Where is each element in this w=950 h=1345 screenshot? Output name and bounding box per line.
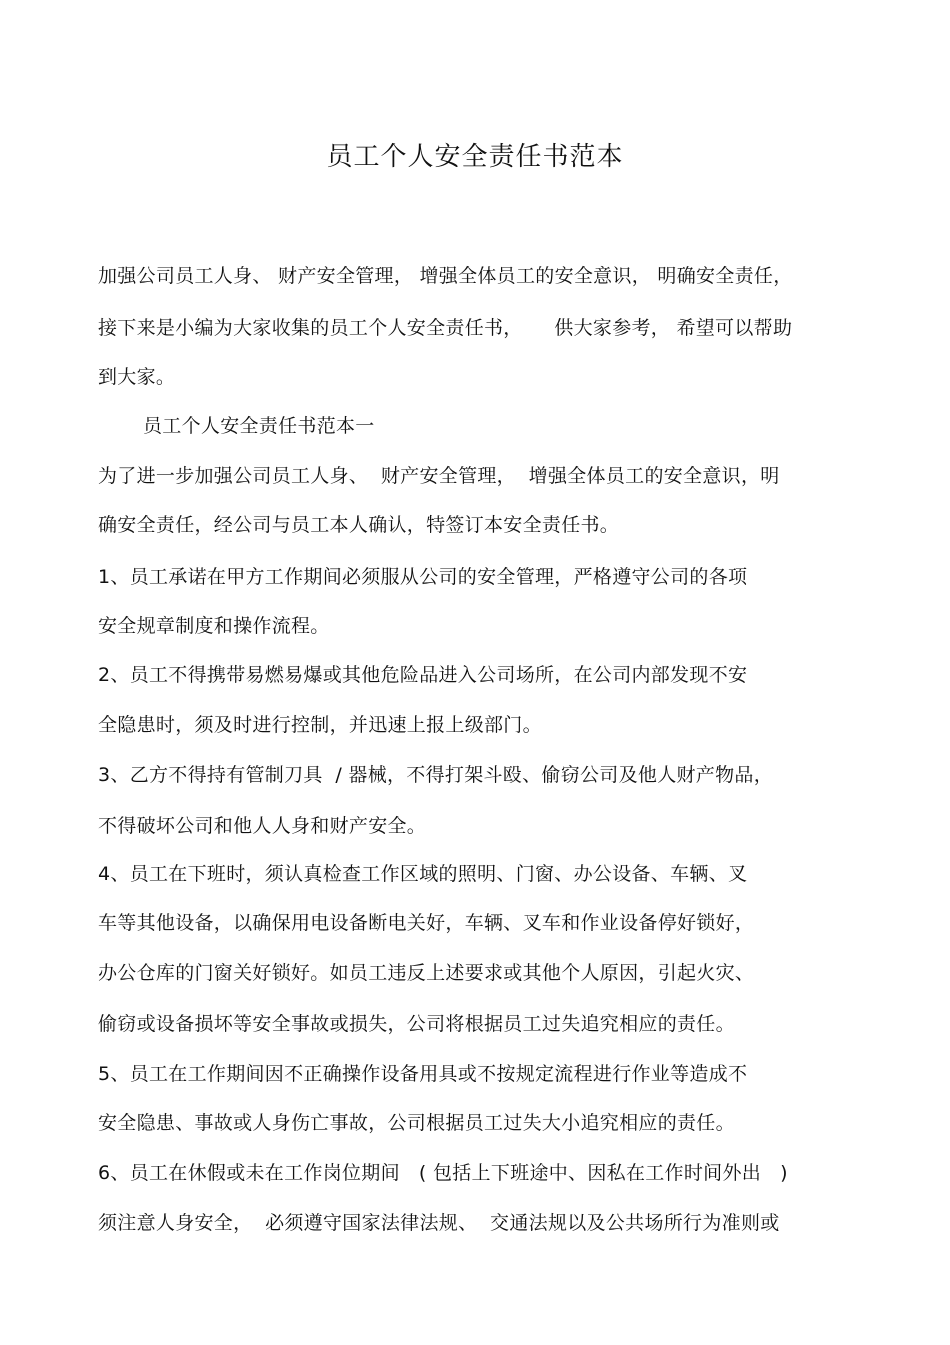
intro-line-1: 加强公司员工人身、 财产安全管理， 增强全体员工的安全意识， 明确安全责任， bbox=[98, 265, 793, 287]
preamble-line-1: 为了进一步加强公司员工人身、 财产安全管理， 增强全体员工的安全意识，明 bbox=[98, 465, 780, 487]
clause-3-line-1: 3、乙方不得持有管制刀具 / 器械，不得打架斗殴、偷窃公司及他人财产物品， bbox=[98, 764, 774, 786]
section-heading: 员工个人安全责任书范本一 bbox=[143, 415, 375, 437]
clause-6-line-2: 须注意人身安全， 必须遵守国家法律法规、 交通法规以及公共场所行为准则或 bbox=[98, 1212, 780, 1234]
clause-4-line-4: 偷窃或设备损坏等安全事故或损失，公司将根据员工过失追究相应的责任。 bbox=[98, 1013, 735, 1035]
clause-5-line-2: 安全隐患、事故或人身伤亡事故，公司根据员工过失大小追究相应的责任。 bbox=[98, 1112, 735, 1134]
preamble-line-2: 确安全责任，经公司与员工本人确认，特签订本安全责任书。 bbox=[98, 514, 620, 536]
intro-line-2: 接下来是小编为大家收集的员工个人安全责任书， 供大家参考， 希望可以帮助 bbox=[98, 317, 793, 339]
clause-5-line-1: 5、员工在工作期间因不正确操作设备用具或不按规定流程进行作业等造成不 bbox=[98, 1063, 748, 1085]
intro-line-3: 到大家。 bbox=[98, 366, 176, 388]
clause-1-line-1: 1、员工承诺在甲方工作期间必须服从公司的安全管理，严格遵守公司的各项 bbox=[98, 566, 748, 588]
clause-4-line-2: 车等其他设备，以确保用电设备断电关好，车辆、叉车和作业设备停好锁好， bbox=[98, 912, 755, 934]
document-title: 员工个人安全责任书范本 bbox=[326, 142, 624, 172]
clause-1-line-2: 安全规章制度和操作流程。 bbox=[98, 615, 330, 637]
clause-2-line-1: 2、员工不得携带易燃易爆或其他危险品进入公司场所，在公司内部发现不安 bbox=[98, 664, 748, 686]
clause-4-line-1: 4、员工在下班时，须认真检查工作区域的照明、门窗、办公设备、车辆、叉 bbox=[98, 863, 748, 885]
clause-3-line-2: 不得破坏公司和他人人身和财产安全。 bbox=[98, 815, 427, 837]
clause-2-line-2: 全隐患时，须及时进行控制，并迅速上报上级部门。 bbox=[98, 714, 542, 736]
clause-6-line-1: 6、员工在休假或未在工作岗位期间 ( 包括上下班途中、因私在工作时间外出 ) bbox=[98, 1162, 788, 1184]
clause-4-line-3: 办公仓库的门窗关好锁好。如员工违反上述要求或其他个人原因，引起火灾、 bbox=[98, 962, 755, 984]
